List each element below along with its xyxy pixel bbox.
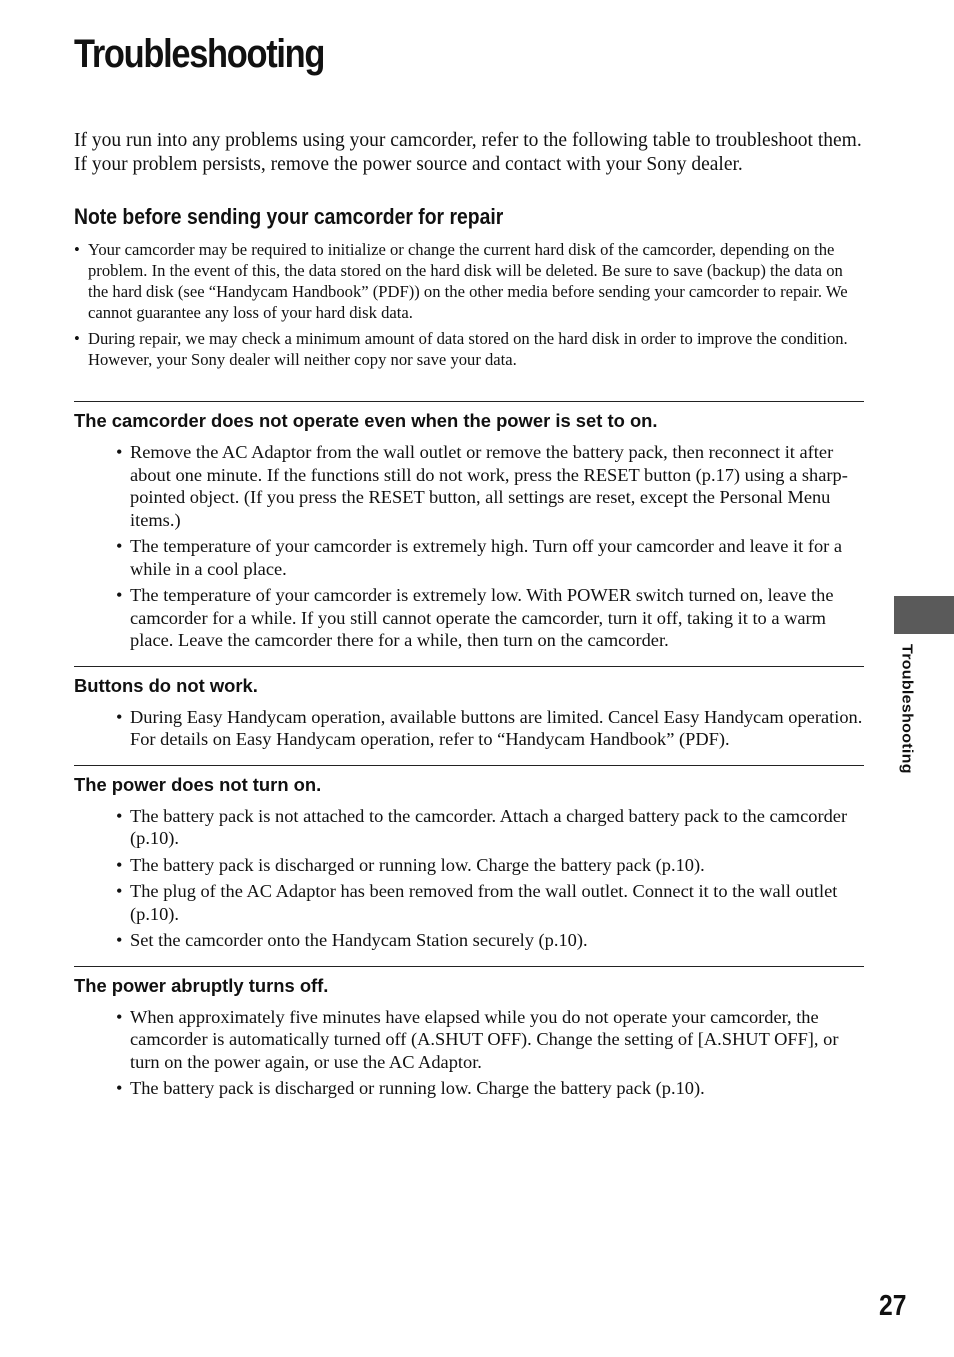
remedy-item: • The battery pack is not attached to the camcorder. Attach a charged battery pack to the camcorder (p.10).: [130, 805, 864, 850]
remedy-item: • The battery pack is discharged or running low. Charge the battery pack (p.10).: [130, 1077, 864, 1100]
chapter-tab-marker: [894, 596, 954, 634]
section-power-not-turning-on: [74, 765, 864, 966]
section-heading: Buttons do not work.: [74, 674, 258, 696]
repair-note-item: • During repair, we may check a minimum amount of data stored on the hard disk in order to improve the condition. However, your Sony dealer will neither copy nor save your data.: [74, 328, 864, 370]
chapter-tab-label: Troubleshooting: [898, 644, 915, 774]
remedy-item: • The temperature of your camcorder is extremely high. Turn off your camcorder and leave it for a while in a cool place.: [130, 535, 864, 580]
section-heading: The power abruptly turns off.: [74, 974, 329, 996]
repair-note-item: • Your camcorder may be required to initialize or change the current hard disk of the camcorder, depending on the problem. In the event of this, the data stored on the hard disk will be deleted. Be sure to save (backup) the data on the hard disk (see “Handycam Handbook” (PDF)) on the other media before sending your camcorder to repair. We cannot guarantee any loss of your hard disk data.: [74, 239, 864, 323]
remedy-item: • The temperature of your camcorder is extremely low. With POWER switch turned on, leave the camcorder for a while. If you still cannot operate the camcorder, turn it off, taking it to a warm place. Leave the camcorder there for a while, then turn on the camcorder.: [130, 584, 864, 652]
section-camcorder-not-operating: [74, 401, 864, 666]
remedy-item: • The plug of the AC Adaptor has been removed from the wall outlet. Connect it to the wall outlet (p.10).: [130, 880, 864, 925]
troubleshooting-table: [74, 401, 864, 1114]
remedy-item: • Set the camcorder onto the Handycam Station securely (p.10).: [130, 929, 864, 952]
remedy-list: [74, 706, 864, 751]
intro-paragraph: If you run into any problems using your camcorder, refer to the following table to troubleshoot them. If your problem persists, remove the power source and contact with your Sony dealer.: [74, 130, 862, 175]
remedy-list: [74, 1006, 864, 1100]
remedy-item: • During Easy Handycam operation, available buttons are limited. Cancel Easy Handycam operation. For details on Easy Handycam operation, refer to “Handycam Handbook” (PDF).: [130, 706, 864, 751]
section-heading: The camcorder does not operate even when the power is set to on.: [74, 410, 658, 431]
repair-note-heading: Note before sending your camcorder for repair: [74, 204, 504, 229]
page-title: Troubleshooting: [74, 32, 325, 76]
remedy-item: • When approximately five minutes have elapsed while you do not operate your camcorder, the camcorder is automatically turned off (A.SHUT OFF). Change the setting of [A.SHUT OFF], or turn on the power again, or use the AC Adaptor.: [130, 1006, 864, 1074]
remedy-list: [74, 805, 864, 952]
section-power-turns-off: [74, 966, 864, 1114]
page-number: 27: [879, 1290, 907, 1322]
remedy-item: • The battery pack is discharged or running low. Charge the battery pack (p.10).: [130, 854, 864, 877]
repair-note-list: [74, 239, 864, 375]
section-heading: The power does not turn on.: [74, 773, 322, 795]
section-buttons-not-working: [74, 666, 864, 765]
remedy-item: • Remove the AC Adaptor from the wall outlet or remove the battery pack, then reconnect it after about one minute. If the functions still do not work, press the RESET button (p.17) using a sharp-pointed object. (If you press the RESET button, all settings are reset, except the Personal Menu items.): [130, 441, 864, 531]
remedy-list: [74, 441, 864, 652]
